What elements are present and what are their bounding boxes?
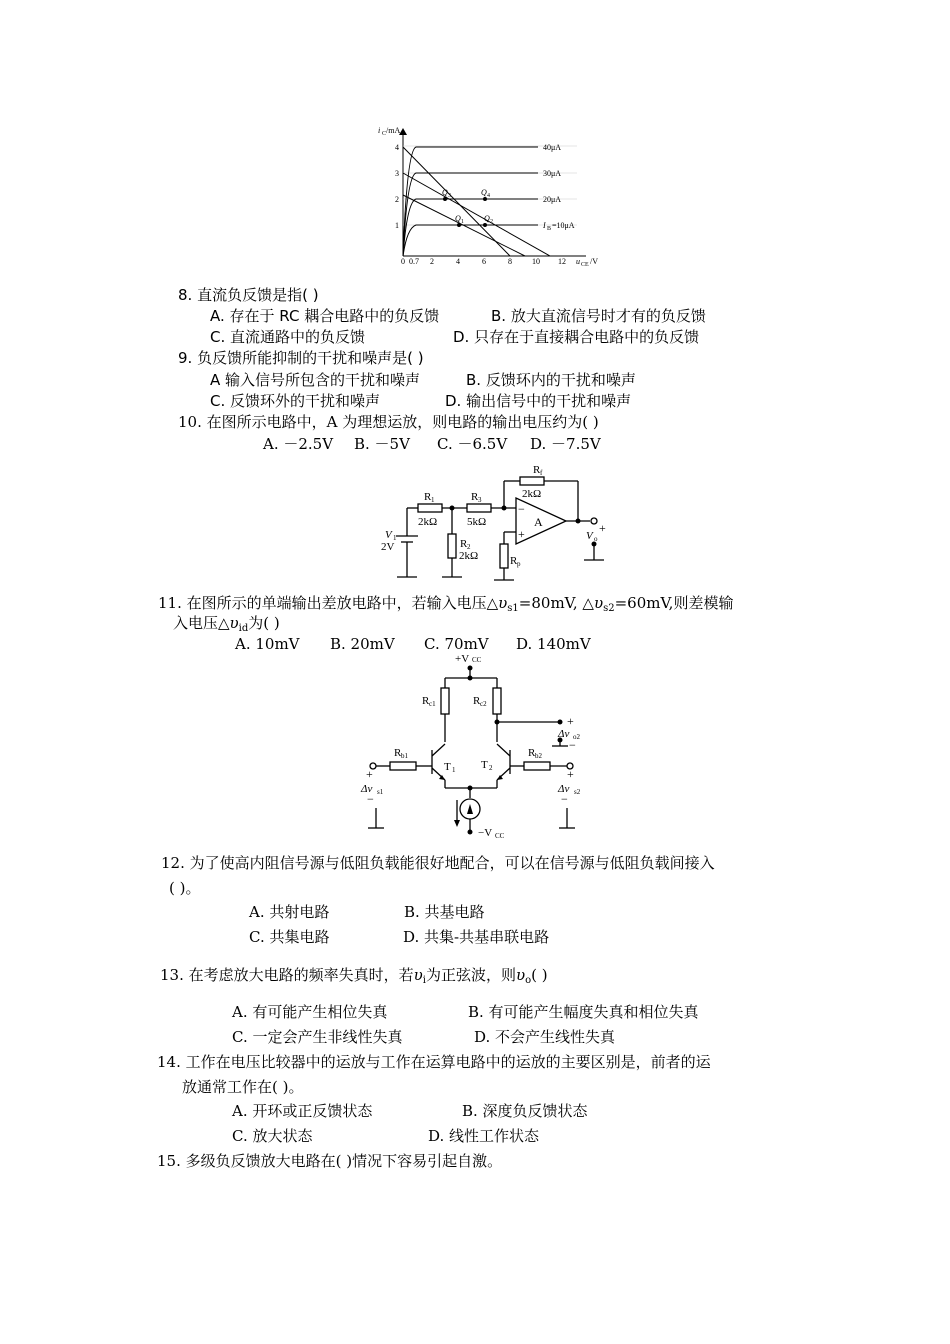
rf-label-sub: f: [540, 469, 543, 477]
rb1-label: R: [394, 747, 402, 759]
q8-stem: 8. 直流负反馈是指( ): [178, 286, 319, 304]
q14-option-b[interactable]: B. 深度负反馈状态: [462, 1102, 588, 1120]
r1-label-sub: 1: [431, 496, 435, 504]
q13-option-a[interactable]: A. 有可能产生相位失真: [232, 1003, 388, 1021]
q11-stem-line1: 11. 在图所示的单端输出差放电路中，若输入电压$\triangle\upsilon_{s1}=80mV$, $\triangle\upsilon_{s2}=60mV$,则差模输: [158, 594, 734, 614]
q12-option-d[interactable]: D. 共集-共基串联电路: [403, 928, 550, 946]
x-tick-8: 8: [508, 257, 512, 266]
curve-label-ib-sub: B: [547, 226, 552, 232]
q14-stem-line2: 放通常工作在( )。: [182, 1078, 304, 1096]
vo2-sub: o2: [573, 733, 580, 741]
y-tick-2: 2: [395, 195, 399, 204]
v1-label-sub: 1: [393, 534, 397, 542]
output-characteristics-graph: [372, 118, 608, 268]
vs1-label: Δv: [361, 783, 373, 795]
point-q2-sub: 2: [490, 219, 493, 225]
r3-value: 5kΩ: [467, 516, 487, 528]
curve-label-40: 40μA: [543, 143, 562, 152]
inverting-amplifier-circuit: [370, 460, 620, 586]
q9-stem: 9. 负反馈所能抑制的干扰和噪声是( ): [178, 349, 424, 367]
r2-label-sub: 2: [467, 543, 471, 551]
x-axis-title-unit: /V: [590, 257, 598, 266]
curve-label-ib: I: [543, 221, 546, 230]
q12-stem-line2: ( )。: [169, 879, 201, 897]
rb2-label: R: [528, 747, 536, 759]
point-q3-sub: 3: [448, 193, 451, 199]
rc2-sub: c2: [480, 700, 487, 708]
q8-option-c[interactable]: C. 直流通路中的负反馈: [210, 328, 366, 346]
vs2-plus: +: [567, 767, 574, 781]
q12-option-b[interactable]: B. 共基电路: [404, 903, 485, 921]
q14-option-a[interactable]: A. 开环或正反馈状态: [232, 1102, 373, 1120]
q9-option-a[interactable]: A 输入信号所包含的干扰和噪声: [210, 371, 421, 389]
r3-label: R: [471, 491, 479, 503]
x-axis-title-sub: CE: [581, 262, 589, 268]
q8-option-d[interactable]: D. 只存在于直接耦合电路中的负反馈: [453, 328, 700, 346]
vo-plus: +: [599, 521, 606, 535]
rb2-sub: b2: [535, 752, 542, 760]
q12-stem-line1: 12. 为了使高内阻信号源与低阻负载能很好地配合，可以在信号源与低阻负载间接入: [161, 854, 715, 872]
rc2-label: R: [473, 695, 481, 707]
rp-label: R: [510, 555, 518, 567]
q14-option-d[interactable]: D. 线性工作状态: [428, 1127, 540, 1145]
vo-label-sub: o: [594, 535, 598, 543]
q13-option-b[interactable]: B. 有可能产生幅度失真和相位失真: [468, 1003, 699, 1021]
q13-option-c[interactable]: C. 一定会产生非线性失真: [232, 1028, 403, 1046]
vo2-label: Δv: [558, 728, 570, 740]
vo2-minus: −: [569, 738, 576, 752]
q9-option-c[interactable]: C. 反馈环外的干扰和噪声: [210, 392, 381, 410]
q14-option-c[interactable]: C. 放大状态: [232, 1127, 313, 1145]
x-tick-0: 0: [401, 257, 405, 266]
x-tick-2: 2: [430, 257, 434, 266]
vcc-top-label: +V: [455, 653, 470, 665]
rb1-sub: b1: [401, 752, 408, 760]
t1-label: T: [444, 761, 451, 773]
y-tick-3: 3: [395, 169, 399, 178]
r3-label-sub: 3: [478, 496, 482, 504]
curve-label-30: 30μA: [543, 169, 562, 178]
rc1-sub: c1: [429, 700, 436, 708]
vcc-bottom-label: −V: [478, 827, 493, 839]
vs2-label: Δv: [558, 783, 570, 795]
q11-option-b[interactable]: B. 20mV: [330, 635, 395, 653]
q10-option-c[interactable]: C. －6.5V: [437, 435, 508, 453]
vcc-bottom-sub: CC: [495, 832, 505, 840]
vs2-sub: s2: [574, 788, 581, 796]
q13-stem: 13. 在考虑放大电路的频率失真时，若$\upsilon_i$为正弦波，则$\upsilon_o$( ): [160, 966, 548, 986]
vs1-sub: s1: [377, 788, 384, 796]
r1-label: R: [424, 491, 432, 503]
rf-label: R: [533, 464, 541, 476]
x-tick-0-7: 0.7: [409, 257, 419, 266]
t1-sub: 1: [452, 766, 456, 774]
r2-value: 2kΩ: [459, 550, 479, 562]
r2-label: R: [460, 538, 468, 550]
opamp-plus: +: [518, 527, 525, 541]
x-tick-10: 10: [532, 257, 540, 266]
differential-amplifier-circuit: [352, 648, 602, 840]
rf-value: 2kΩ: [522, 488, 542, 500]
point-q1: Q: [455, 214, 461, 223]
y-axis-title: i: [378, 126, 381, 135]
y-axis-title-unit: /mA: [386, 126, 401, 135]
opamp-minus: −: [518, 502, 525, 516]
v1-value: 2V: [381, 541, 395, 553]
rp-label-sub: p: [517, 560, 521, 568]
t2-sub: 2: [489, 764, 493, 772]
q8-option-b[interactable]: B. 放大直流信号时才有的负反馈: [491, 307, 706, 325]
x-axis-title: u: [576, 257, 580, 266]
q10-stem: 10. 在图所示电路中，A 为理想运放，则电路的输出电压约为( ): [178, 413, 599, 431]
q11-option-a[interactable]: A. 10mV: [235, 635, 300, 653]
curve-label-20: 20μA: [543, 195, 562, 204]
q9-option-d[interactable]: D. 输出信号中的干扰和噪声: [445, 392, 632, 410]
q15-stem: 15. 多级负反馈放大电路在( )情况下容易引起自激。: [157, 1152, 503, 1170]
point-q4: Q: [481, 188, 487, 197]
q14-stem-line1: 14. 工作在电压比较器中的运放与工作在运算电路中的运放的主要区别是，前者的运: [157, 1053, 711, 1071]
vcc-top-sub: CC: [472, 656, 482, 664]
y-tick-4: 4: [395, 143, 399, 152]
q13-option-d[interactable]: D. 不会产生线性失真: [474, 1028, 616, 1046]
q11-option-c[interactable]: C. 70mV: [424, 635, 489, 653]
opamp-label: A: [534, 515, 543, 529]
q10-option-b[interactable]: B. －5V: [354, 435, 410, 453]
q12-option-a[interactable]: A. 共射电路: [249, 903, 330, 921]
point-q4-sub: 4: [487, 193, 490, 199]
x-tick-6: 6: [482, 257, 486, 266]
x-tick-12: 12: [558, 257, 566, 266]
y-axis-title-sub: C: [382, 131, 387, 137]
q9-option-b[interactable]: B. 反馈环内的干扰和噪声: [466, 371, 636, 389]
q10-option-d[interactable]: D. －7.5V: [530, 435, 601, 453]
v1-label: V: [385, 529, 392, 541]
y-tick-1: 1: [395, 221, 399, 230]
vs1-plus: +: [366, 767, 373, 781]
q11-option-d[interactable]: D. 140mV: [516, 635, 591, 653]
r1-value: 2kΩ: [418, 516, 438, 528]
vs2-minus: −: [561, 792, 568, 806]
x-tick-4: 4: [456, 257, 460, 266]
point-q1-sub: 1: [461, 219, 464, 225]
t2-label: T: [481, 759, 488, 771]
q12-option-c[interactable]: C. 共集电路: [249, 928, 330, 946]
q11-stem-line2: 入电压$\triangle\upsilon_{id}$为( ): [173, 614, 280, 634]
q10-option-a[interactable]: A. －2.5V: [263, 435, 334, 453]
point-q2: Q: [484, 214, 490, 223]
vo2-plus: +: [567, 714, 574, 728]
curve-label-10: =10μA: [552, 221, 575, 230]
point-q3: Q: [442, 188, 448, 197]
q8-option-a[interactable]: A. 存在于 RC 耦合电路中的负反馈: [210, 307, 440, 325]
vo-label: V: [586, 530, 593, 542]
rc1-label: R: [422, 695, 430, 707]
vs1-minus: −: [367, 792, 374, 806]
